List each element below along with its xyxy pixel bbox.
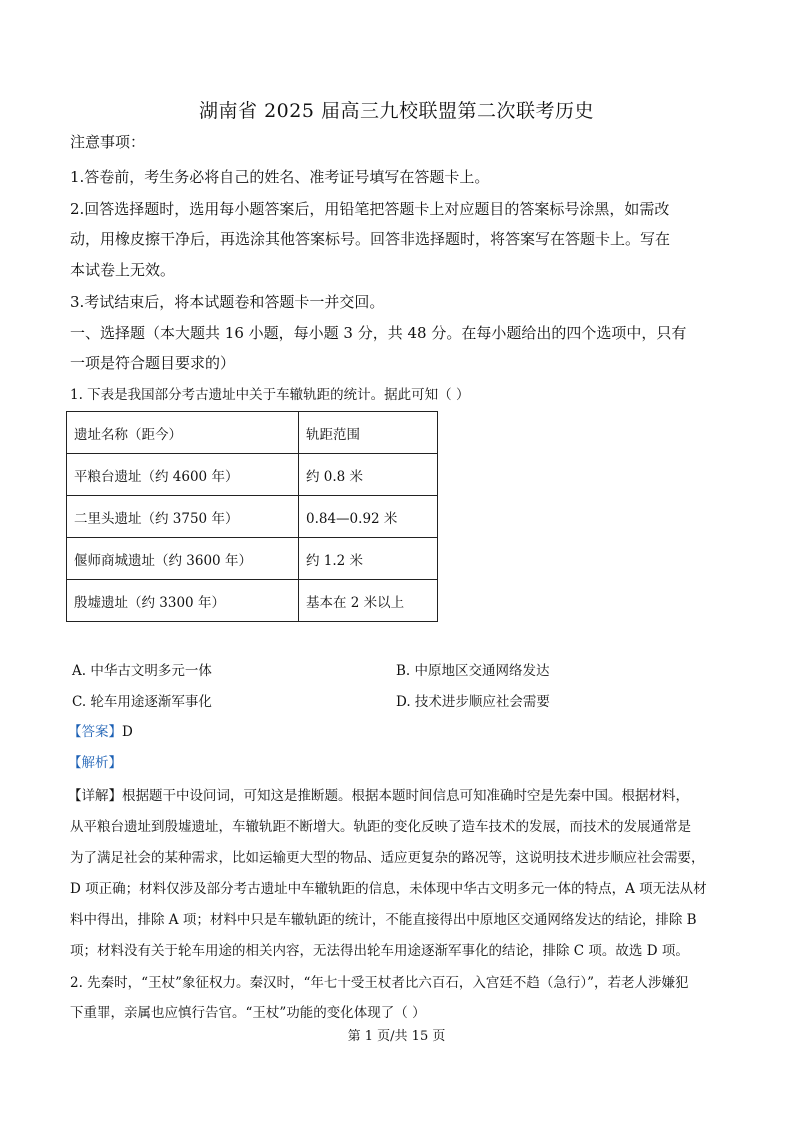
detail-tag: 【详解】 [68, 788, 122, 804]
table-header-row [67, 412, 438, 454]
table-cell-gauge: 0.84—0.92 米 [299, 496, 438, 538]
analysis-tag-text: 【解析】 [68, 755, 122, 771]
table-cell-gauge: 约 0.8 米 [299, 454, 438, 496]
answer-tag: 【答案】 [68, 724, 122, 740]
option-c: C. 轮车用途逐渐军事化 [72, 694, 212, 710]
option-b: B. 中原地区交通网络发达 [396, 663, 550, 679]
table-cell-gauge: 约 1.2 米 [299, 538, 438, 580]
question-1-stem: 1. 下表是我国部分考古遗址中关于车辙轨距的统计。据此可知（ ） [70, 387, 470, 403]
table-row [67, 496, 438, 538]
table-cell-site: 二里头遗址（约 3750 年） [67, 496, 299, 538]
option-d: D. 技术进步顺应社会需要 [396, 694, 550, 710]
axle-gauge-table [66, 411, 438, 622]
detail-line-2: 从平粮台遗址到殷墟遗址，车辙轨距不断增大。轨距的变化反映了造车技术的发展，而技术的发展通常是 [70, 819, 691, 835]
detail-line-4: D 项正确；材料仅涉及部分考古遗址中车辙轨距的信息，未体现中华古文明多元一体的特点，A 项无法从材 [70, 881, 707, 897]
notice-item-2: 2.回答选择题时，选用每小题答案后，用铅笔把答题卡上对应题目的答案标号涂黑，如需改 [70, 200, 670, 218]
table-row [67, 454, 438, 496]
question-2-stem-cont: 下重罪，亲属也应慎行告官。“王杖”功能的变化体现了（ ） [70, 1005, 426, 1021]
option-a: A. 中华古文明多元一体 [72, 663, 212, 679]
table-cell-site: 殷墟遗址（约 3300 年） [67, 580, 299, 622]
notice-item-3: 3.考试结束后，将本试题卷和答题卡一并交回。 [70, 293, 385, 311]
detail-text: 根据题干中设问词，可知这是推断题。根据本题时间信息可知准确时空是先秦中国。根据材料， [122, 788, 689, 804]
notice-item-1: 1.答卷前，考生务必将自己的姓名、准考证号填写在答题卡上。 [70, 168, 490, 186]
page-number: 第 1 页/共 15 页 [347, 1029, 446, 1044]
table-row [67, 538, 438, 580]
section-heading-cont: 一项是符合题目要求的） [70, 354, 236, 372]
answer-value: D [122, 724, 133, 740]
analysis-tag [68, 753, 122, 773]
detail-line-3: 为了满足社会的某种需求，比如运输更大型的物品、适应更复杂的路况等，这说明技术进步顺应社会需要， [70, 850, 705, 866]
question-2-stem: 2. 先秦时，“王杖”象征权力。秦汉时，“年七十受王杖者比六百石，入宫廷不趋（急行）”，若老人涉嫌犯 [70, 975, 689, 991]
answer-line [68, 722, 133, 742]
table-header-gauge: 轨距范围 [299, 412, 438, 454]
table-cell-gauge: 基本在 2 米以上 [299, 580, 438, 622]
page-title: 湖南省 2025 届高三九校联盟第二次联考历史 [199, 100, 594, 122]
table-header-site: 遗址名称（距今） [67, 412, 299, 454]
detail-line-1 [68, 786, 689, 806]
table-row [67, 580, 438, 622]
table-cell-site: 偃师商城遗址（约 3600 年） [67, 538, 299, 580]
table-cell-site: 平粮台遗址（约 4600 年） [67, 454, 299, 496]
notice-heading: 注意事项： [70, 133, 146, 151]
detail-line-6: 项；材料没有关于轮车用途的相关内容，无法得出轮车用途逐渐军事化的结论，排除 C 项。故选 D 项。 [70, 943, 689, 959]
notice-item-2-cont: 动，用橡皮擦干净后，再选涂其他答案标号。回答非选择题时，将答案写在答题卡上。写在 [70, 230, 671, 248]
notice-item-2-end: 本试卷上无效。 [70, 261, 176, 279]
detail-line-5: 料中得出，排除 A 项；材料中只是车辙轨距的统计，不能直接得出中原地区交通网络发达的结论，排除 B [70, 912, 697, 928]
section-heading: 一、选择题（本大题共 16 小题，每小题 3 分，共 48 分。在每小题给出的四个选项中，只有 [70, 324, 687, 342]
